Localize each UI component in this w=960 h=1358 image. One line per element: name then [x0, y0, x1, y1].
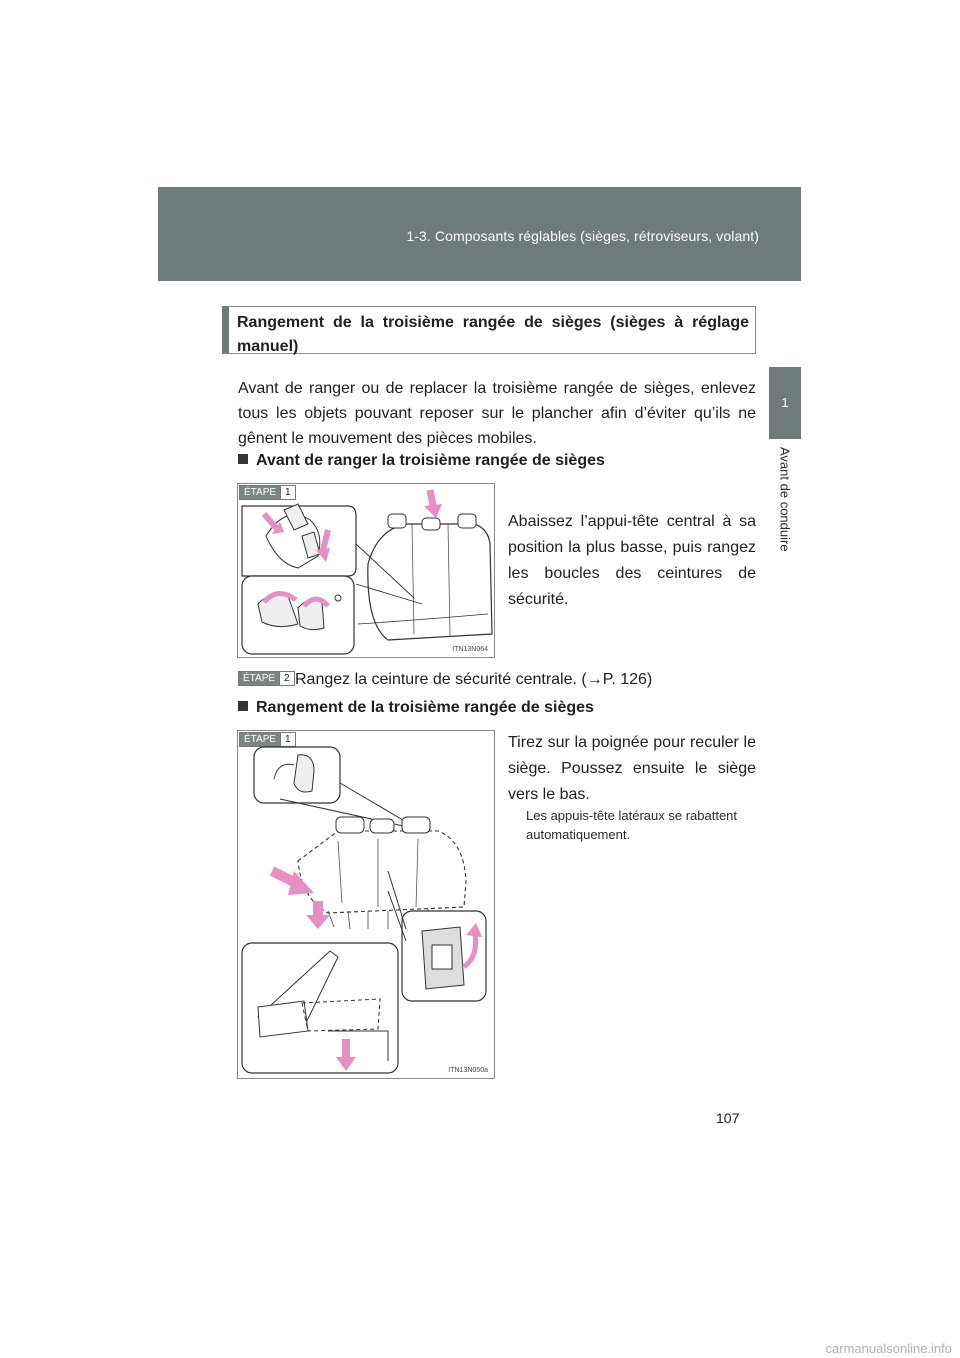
bullet-square-icon	[238, 454, 248, 464]
step2-badge	[238, 671, 295, 686]
step-label: ÉTAPE	[239, 672, 279, 685]
step-number: 2	[279, 672, 294, 685]
page-title: Rangement de la troisième rangée de sièges (sièges à réglage manuel)	[237, 314, 749, 355]
chapter-title: Avant de conduire	[777, 447, 793, 552]
intro-paragraph: Avant de ranger ou de replacer la troisième rangée de sièges, enlevez tous les objets pouvant reposer sur le plancher afin d’éviter qu’ils ne gênent le mouvement des pièces mobiles.	[238, 380, 756, 447]
step1-text: Abaissez l’appui-tête central à sa position la plus basse, puis rangez les boucles des ceintures de sécurité.	[508, 513, 756, 608]
section-title: 1-3. Composants réglables (sièges, rétroviseurs, volant)	[406, 228, 759, 244]
chapter-title-vertical	[769, 439, 801, 569]
watermark: carmanualsonline.info	[825, 1341, 952, 1356]
step-label: ÉTAPE	[240, 486, 280, 499]
step2-text: Rangez la ceinture de sécurité centrale. (→P. 126)	[295, 671, 653, 688]
page-number: 107	[716, 1110, 740, 1126]
figure-code: ITN13N064	[452, 646, 488, 653]
step1-storing-text: Tirez sur la poignée pour reculer le siège. Poussez ensuite le siège vers le bas.	[508, 734, 756, 803]
section-title-box	[222, 306, 756, 354]
subheading-text: Avant de ranger la troisième rangée de sièges	[256, 452, 605, 469]
chapter-number: 1	[781, 395, 789, 410]
step-label: ÉTAPE	[240, 733, 280, 746]
step-number: 1	[280, 486, 295, 499]
subheading-text: Rangement de la troisième rangée de sièges	[256, 699, 594, 716]
figure-step1-headrest	[237, 483, 495, 658]
subheading-before-storing	[238, 452, 605, 470]
bullet-square-icon	[238, 701, 248, 711]
seat-illustration-1	[238, 484, 494, 657]
subheading-storing	[238, 699, 594, 717]
chapter-tab	[769, 367, 801, 439]
step-number: 1	[280, 733, 295, 746]
header-band	[158, 187, 801, 281]
figure-code: ITN13N050a	[448, 1067, 488, 1074]
step1-note: Les appuis-tête latéraux se rabattent automatiquement.	[526, 808, 738, 842]
seat-illustration-2	[238, 731, 494, 1078]
figure-step1-fold-seat	[237, 730, 495, 1079]
